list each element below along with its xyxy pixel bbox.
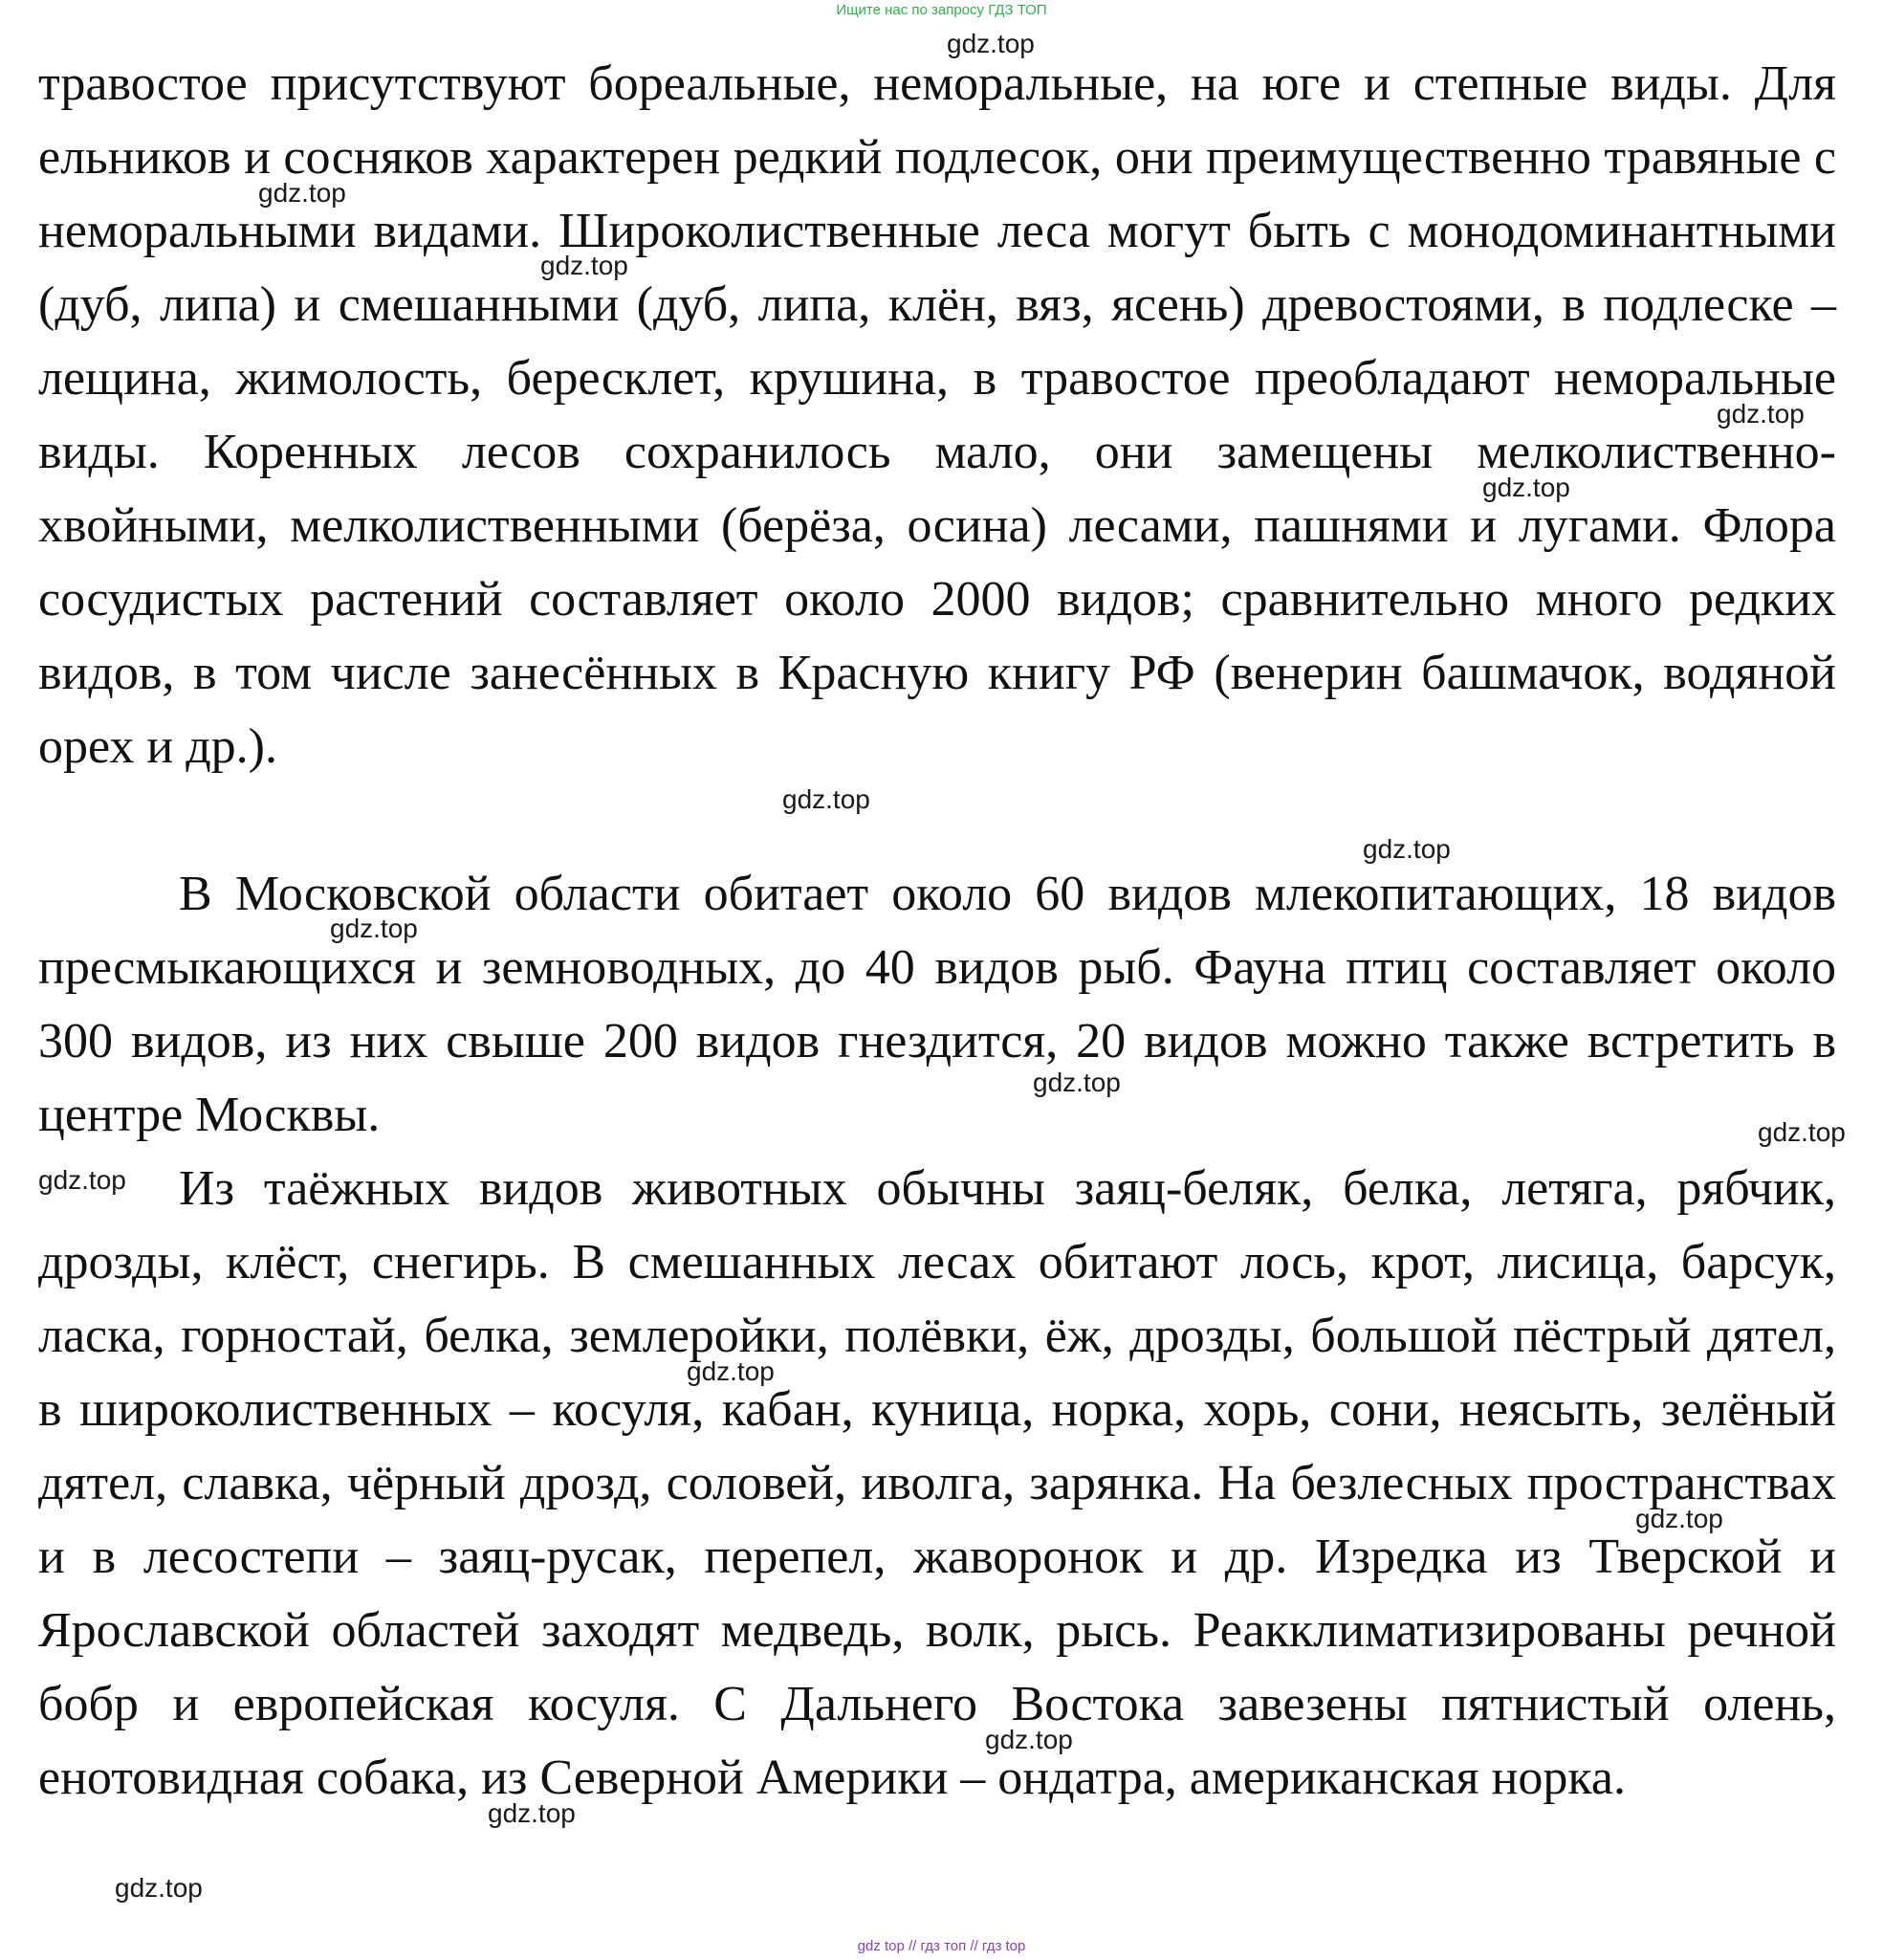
paragraph-fauna-overview [38, 857, 1836, 1152]
watermark: gdz.top [258, 178, 346, 208]
bottom-footer[interactable]: gdz top // гдз топ // гдз top [857, 1938, 1026, 1954]
watermark: gdz.top [38, 1165, 126, 1195]
watermark: gdz.top [540, 251, 628, 280]
paragraph-flora [38, 47, 1836, 783]
watermark: gdz.top [1717, 399, 1805, 429]
top-banner[interactable]: Ищите нас по запросу ГДЗ ТОП [836, 2, 1047, 18]
watermark: gdz.top [115, 1873, 203, 1903]
watermark: gdz.top [330, 914, 418, 943]
paragraph-text: Из таёжных видов животных обычны заяц-беляк, белка, летяга, рябчик, дрозды, клёст, снегирь. В смешанных лесах обитают лось, крот, лисица, барсук, ласка, горностай, белка, землеройки, полёвки, ёж, дрозды, большой пёстрый дятел, в широколиственных – косуля, кабан, куница, норка, хорь, сони, неясыть, зелёный дятел, славка, чёрный дрозд, соловей, иволга, зарянка. На безлесных пространствах и в лесостепи – заяц-русак, перепел, жаворонок и др. Изредка из Тверской и Ярославской областей заходят медведь, волк, рысь. Реакклиматизированы речной бобр и европейская косуля. С Дальнего Востока завезены пятнистый олень, енотовидная собака, из Северной Америки – ондатра, американская норка. [38, 1161, 1836, 1805]
watermark: gdz.top [1758, 1117, 1846, 1147]
watermark: gdz.top [782, 784, 870, 814]
watermark: gdz.top [1363, 834, 1451, 864]
paragraph-text: В Московской области обитает около 60 видов млекопитающих, 18 видов пресмыкающихся и земноводных, до 40 видов рыб. Фауна птиц составляет около 300 видов, из них свыше 200 видов гнездится, 20 видов можно также встретить в центре Москвы. [38, 867, 1836, 1142]
watermark: gdz.top [1033, 1068, 1121, 1097]
watermark: gdz.top [488, 1798, 576, 1828]
paragraph-text: травостое присутствуют бореальные, неморальные, на юге и степные виды. Для ельников и сосняков характерен редкий подлесок, они преимущественно травяные с неморальными видами. Широколиственные леса могут быть с монодоминантными (дуб, липа) и смешанными (дуб, липа, клён, вяз, ясень) древостоями, в подлеске – лещина, жимолость, бересклет, крушина, в травостое преобладают неморальные виды. Коренных лесов сохранилось мало, они замещены мелколиственно-хвойными, мелколиственными (берёза, осина) лесами, пашнями и лугами. Флора сосудистых растений составляет около 2000 видов; сравнительно много редких видов, в том числе занесённых в Красную книгу РФ (венерин башмачок, водяной орех и др.). [38, 56, 1836, 774]
watermark: gdz.top [947, 29, 1035, 58]
watermark: gdz.top [1482, 473, 1570, 502]
watermark: gdz.top [687, 1356, 775, 1386]
paragraph-fauna-species [38, 1152, 1836, 1815]
watermark: gdz.top [985, 1725, 1073, 1754]
watermark: gdz.top [1635, 1504, 1723, 1533]
